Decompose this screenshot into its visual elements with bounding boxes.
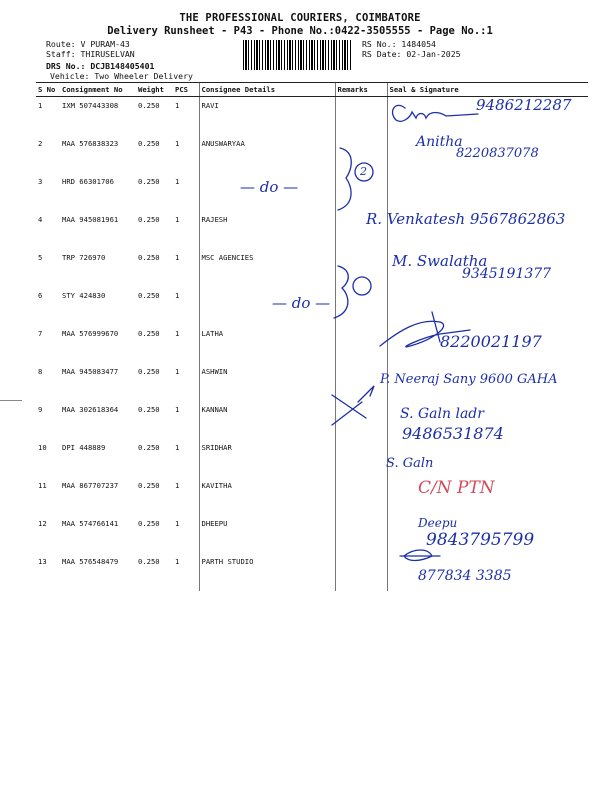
hw-row1-phone: 9486212287 bbox=[476, 96, 572, 114]
staff-label: Staff: THIRUSELVAN bbox=[46, 49, 135, 59]
cell-weight: 0.250 bbox=[138, 519, 160, 528]
col-signature: Seal & Signature bbox=[387, 83, 588, 97]
cell-sno: 1 bbox=[38, 101, 43, 110]
cell-pcs: 1 bbox=[175, 101, 180, 110]
cell-weight: 0.250 bbox=[138, 215, 160, 224]
cell-pcs: 1 bbox=[175, 329, 180, 338]
col-weight: Weight bbox=[136, 83, 173, 97]
cell-consignee: MSC AGENCIES bbox=[199, 249, 335, 287]
cell-weight: 0.250 bbox=[138, 405, 160, 414]
cell-pcs: 1 bbox=[175, 291, 180, 300]
cell-sno: 12 bbox=[38, 519, 47, 528]
cell-weight: 0.250 bbox=[138, 291, 160, 300]
cell-consignment: MAA 574766141 bbox=[62, 519, 119, 528]
cell-consignment: MAA 576999670 bbox=[62, 329, 119, 338]
cell-sno: 10 bbox=[38, 443, 47, 452]
vehicle-label: Vehicle: Two Wheeler Delivery bbox=[50, 71, 193, 81]
cell-sno: 4 bbox=[38, 215, 43, 224]
hw-row11-red-note: C/N PTN bbox=[418, 478, 495, 498]
col-pcs: PCS bbox=[173, 83, 199, 97]
cell-weight: 0.250 bbox=[138, 443, 160, 452]
brace-rows-5-6 bbox=[334, 266, 348, 318]
cell-pcs: 1 bbox=[175, 481, 180, 490]
cell-pcs: 1 bbox=[175, 519, 180, 528]
col-consignee: Consignee Details bbox=[199, 83, 335, 97]
cell-consignment: STY 424830 bbox=[62, 291, 106, 300]
document-subtitle: Delivery Runsheet - P43 - Phone No.:0422-3505555 - Page No.:1 bbox=[107, 25, 493, 37]
hw-row5-name: M. Swalatha bbox=[392, 252, 488, 270]
cell-sno: 6 bbox=[38, 291, 43, 300]
cell-weight: 0.250 bbox=[138, 557, 160, 566]
hw-circled-number: 2 bbox=[360, 165, 367, 178]
cell-consignee: LATHA bbox=[199, 325, 335, 363]
cross-arrow bbox=[332, 386, 374, 425]
hw-row12-name: Deepu bbox=[418, 516, 458, 530]
cell-pcs: 1 bbox=[175, 367, 180, 376]
cell-sno: 9 bbox=[38, 405, 43, 414]
hw-row2-phone: 8220837078 bbox=[456, 146, 539, 161]
cell-weight: 0.250 bbox=[138, 481, 160, 490]
cell-pcs: 1 bbox=[175, 253, 180, 262]
signature-parth bbox=[400, 550, 440, 561]
cell-pcs: 1 bbox=[175, 405, 180, 414]
cell-consignment: MAA 576838323 bbox=[62, 139, 119, 148]
cell-sno: 8 bbox=[38, 367, 43, 376]
cell-weight: 0.250 bbox=[138, 101, 160, 110]
hw-row2-name: Anitha bbox=[416, 134, 463, 150]
cell-weight: 0.250 bbox=[138, 253, 160, 262]
cell-consignee: SRIDHAR bbox=[199, 439, 335, 477]
hw-row13-phone: 877834 3385 bbox=[418, 568, 512, 584]
cell-pcs: 1 bbox=[175, 443, 180, 452]
hw-row12-phone: 9843795799 bbox=[426, 530, 535, 550]
cell-consignment: MAA 945083477 bbox=[62, 367, 119, 376]
cell-sno: 7 bbox=[38, 329, 43, 338]
cell-pcs: 1 bbox=[175, 215, 180, 224]
cell-sno: 13 bbox=[38, 557, 47, 566]
cell-consignment: MAA 867707237 bbox=[62, 481, 119, 490]
cell-pcs: 1 bbox=[175, 177, 180, 186]
cell-consignee: KANNAN bbox=[199, 401, 335, 439]
circle-mark-2 bbox=[353, 277, 371, 295]
hw-row7-phone: 8220021197 bbox=[440, 332, 542, 351]
cell-consignee: ASHWIN bbox=[199, 363, 335, 401]
cell-consignment: IXM 507443308 bbox=[62, 101, 119, 110]
hw-row11-name: S. Galn bbox=[386, 456, 434, 471]
hw-row8: P. Neeraj Sany 9600 GAHA bbox=[380, 372, 558, 387]
drs-label: DRS No.: DCJB148405401 bbox=[46, 61, 155, 71]
cell-pcs: 1 bbox=[175, 139, 180, 148]
cell-weight: 0.250 bbox=[138, 329, 160, 338]
hw-row4: R. Venkatesh 9567862863 bbox=[366, 210, 566, 228]
cell-consignee: RAJESH bbox=[199, 211, 335, 249]
hw-row5-phone: 9345191377 bbox=[462, 266, 552, 282]
route-label: Route: V PURAM-43 bbox=[46, 39, 130, 49]
cell-consignee: KAVITHA bbox=[199, 477, 335, 515]
cell-consignee: DHEEPU bbox=[199, 515, 335, 553]
document-title: THE PROFESSIONAL COURIERS, COIMBATORE bbox=[179, 12, 421, 24]
col-consignment: Consignment No bbox=[60, 83, 136, 97]
cell-consignment: HRD 66301706 bbox=[62, 177, 114, 186]
hw-ditto-2: — do — bbox=[272, 294, 331, 312]
hw-ditto-1: — do — bbox=[240, 178, 299, 196]
col-sno: S No bbox=[36, 83, 60, 97]
hw-row9-phone: 9486531874 bbox=[402, 424, 504, 443]
cell-weight: 0.250 bbox=[138, 177, 160, 186]
cell-sno: 2 bbox=[38, 139, 43, 148]
cell-consignee: PARTH STUDIO bbox=[199, 553, 335, 591]
cell-consignee: RAVI bbox=[199, 97, 335, 136]
cell-weight: 0.250 bbox=[138, 367, 160, 376]
cell-pcs: 1 bbox=[175, 557, 180, 566]
cell-consignee: ANUSWARYAA bbox=[199, 135, 335, 173]
rs-date: RS Date: 02-Jan-2025 bbox=[362, 49, 461, 59]
cell-sno: 11 bbox=[38, 481, 47, 490]
cell-consignment: MAA 945081961 bbox=[62, 215, 119, 224]
brace-rows-2-3 bbox=[338, 148, 351, 210]
cell-consignment: DPI 448889 bbox=[62, 443, 106, 452]
hw-row9-name: S. Galn ladr bbox=[400, 406, 484, 422]
col-remarks: Remarks bbox=[335, 83, 387, 97]
cell-sno: 3 bbox=[38, 177, 43, 186]
cell-sno: 5 bbox=[38, 253, 43, 262]
signature-latha-stroke bbox=[432, 312, 440, 342]
cell-consignment: MAA 302618364 bbox=[62, 405, 119, 414]
cell-consignment: TRP 726970 bbox=[62, 253, 106, 262]
cell-consignment: MAA 576548479 bbox=[62, 557, 119, 566]
rs-number: RS No.: 1484054 bbox=[362, 39, 436, 49]
cell-weight: 0.250 bbox=[138, 139, 160, 148]
signature-ravi bbox=[393, 105, 478, 121]
